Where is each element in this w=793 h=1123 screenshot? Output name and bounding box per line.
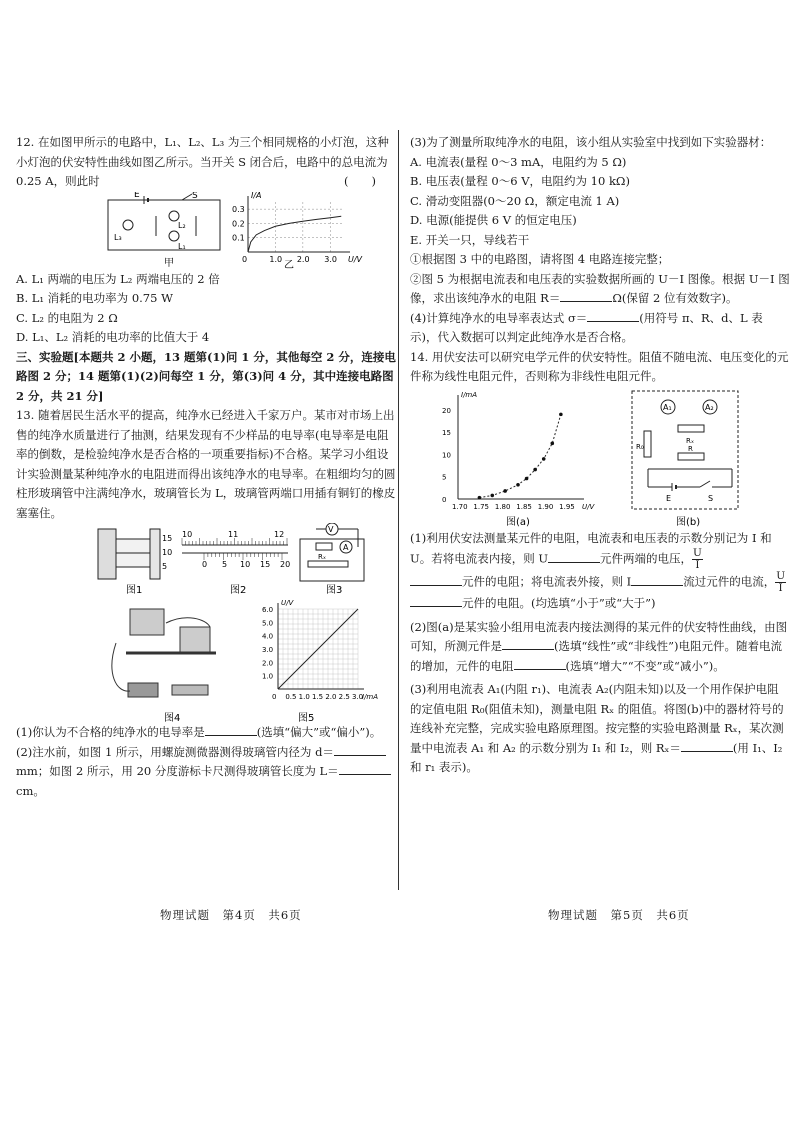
figb-E: E [666,493,672,503]
right-column [410,133,790,778]
x-tick-label: 1.0 [298,693,310,701]
y-tick-label: 2.0 [262,659,274,668]
fig3-A: A [343,543,349,552]
equip-e: E. 开关一只，导线若干 [410,232,530,247]
caliper-bot-5: 5 [222,560,228,569]
q13-c1: ①根据图 3 中的电路图，请将图 4 电路连接完整； [410,252,670,266]
data-point [490,493,494,497]
section3-heading: 三、实验题[本题共 2 小题，13 题第(1)问 1 分，其他每空 2 分，连接电路图 2 分；14 题第(1)(2)问每空 1 分，第(3)问 4 分，其中连接电路图 2 分，共 21 分] [16,349,396,403]
fig3-Rx: Rₓ [318,553,326,561]
q13-c2: ②图 5 为根据电流表和电压表的实验数据所画的 U－I 图像。根据 U－I 图像，求出该纯净水的电阻 R＝ Ω(保留 2 位有效数字)。 [410,271,790,305]
answer-blank[interactable] [502,637,554,650]
x-tick-label: 0 [242,254,248,264]
caliper-top-12: 12 [274,530,285,539]
figb-A1: A₁ [663,402,672,412]
fit-curve [479,414,560,497]
footer-page4: 物理试题 第4页 共6页 [160,908,302,922]
x-tick-label: 0 [272,693,277,701]
footer-page5: 物理试题 第5页 共6页 [548,908,690,922]
data-point [525,476,529,480]
graph-yi [232,192,363,264]
answer-blank[interactable] [339,762,391,775]
q12-stem: 12. 在如图甲所示的电路中，L₁、L₂、L₃ 为三个相同规格的小灯泡，这种小灯泡的伏安特性曲线如图乙所示。当开关 S 闭合后，电路中的总电流为 0.25 A，则此时 ( ) [16,133,396,192]
fig-yi-label: 乙 [284,259,294,270]
circuit-figb [632,391,738,509]
caliper-bot-10: 10 [240,560,251,569]
q13-3-intro: (3)为了测量所取纯净水的电阻，该小组从实验室中找到如下实验器材： [410,135,772,149]
q12-option-d: D. L₁、L₂ 消耗的电功率的比值大于 4 [16,330,210,344]
label-S: S [192,191,198,201]
y-tick-label: 20 [442,406,451,415]
fraction-U-over-I: $\frac{U}{I}$ [693,547,702,571]
q14-p1: (1)利用伏安法测量某元件的电阻，电流表和电压表的示数分别记为 I 和 U。若将电流表内接，则 U 元件两端的电压， $\frac{U}{I}$ 元件的电阻；将电流表外接，则 I 流过元件的电流， $\frac{U}{I}$ 元件的电阻。(均选填“小于”或“大于”) [410,530,786,610]
q13-figures [16,523,396,723]
micrometer-10: 10 [162,548,173,557]
answer-paren: ( ) [344,174,376,188]
answer-blank[interactable] [587,309,639,322]
fig1-label: 图1 [126,585,143,596]
answer-blank[interactable] [548,550,600,563]
q14-p3: (3)利用电流表 A₁(内阻 r₁)、电流表 A₂(内阻未知)以及一个用作保护电阻的定值电阻 R₀(阻值未知)，测量电阻 Rₓ 的阻值。将图(b)中的器材符号的连线补充完整，完成实验电路原理图。按完整的实验电路测量 Rₓ，某次测量中电流表 A₁ 和 A₂ 的示数分别为 I₁ 和 I₂，则 Rₓ＝ (用 I₁、I₂ 和 r₁ 表示)。 [410,682,784,774]
micrometer-15: 15 [162,534,173,543]
micrometer-5: 5 [162,562,168,571]
q12-figures [16,192,396,270]
equip-d: D. 电源(能提供 6 V 的恒定电压) [410,213,577,227]
caliper-top-11: 11 [228,530,239,539]
x-tick-label: 1.90 [537,502,554,511]
equip-b: B. 电压表(量程 0～6 V，电阻约为 10 kΩ) [410,174,630,188]
data-point [559,412,563,416]
vernier-caliper [182,545,288,553]
answer-blank[interactable] [334,743,386,756]
q14-figures [410,387,790,529]
caliper-bot-20: 20 [280,560,291,569]
x-axis-label: I/mA [362,693,379,701]
q14-figure-panel [410,387,790,529]
fig2-label: 图2 [230,585,247,596]
y-tick-label: 5.0 [262,619,274,628]
y-tick-label: 6.0 [262,606,274,614]
q12-option-b: B. L₁ 消耗的电功率为 0.75 W [16,291,173,305]
answer-blank[interactable] [560,289,612,302]
x-tick-label: 2.0 [325,693,337,701]
answer-blank[interactable] [205,723,257,736]
y-tick-label: 10 [442,450,451,459]
figb-A2: A₂ [705,402,714,412]
column-divider [398,130,399,890]
x-tick-label: 3.0 [352,693,364,701]
x-tick-label: 1.0 [269,254,283,264]
answer-blank[interactable] [631,573,683,586]
figb-R0: R₀ [636,442,644,451]
answer-blank[interactable] [514,657,566,670]
figb-label: 图(b) [676,516,701,528]
data-point [478,495,482,499]
y-tick-label: 4.0 [262,632,274,641]
fig3-label: 图3 [326,585,343,596]
y-tick-label: 15 [442,428,451,437]
y-tick-label: 5 [442,473,447,482]
x-tick-label: 2.5 [338,693,350,701]
left-column [16,133,396,801]
q12-option-c: C. L₂ 的电阻为 2 Ω [16,310,118,325]
caliper-ticks [182,538,287,560]
data-point [533,467,537,471]
q14-stem: 14. 用伏安法可以研究电学元件的伏安特性。阻值不随电流、电压变化的元件称为线性电阻元件，否则称为非线性电阻元件。 [410,349,789,383]
graph-figa [442,391,595,511]
y-tick-label: 0 [442,495,447,504]
q14-p2: (2)图(a)是某实验小组用电流表内接法测得的某元件的伏安特性曲线，由图可知，所测元件是 (选填“线性”或“非线性”)电阻元件。随着电流的增加，元件的电阻 (选填“增大”“不变”或“减小”)。 [410,619,788,673]
data-point [550,441,554,445]
q12-circuit-and-graph [16,192,396,270]
label-L2: L₂ [178,220,186,230]
fig3-V: V [328,525,334,534]
x-tick-label: 1.75 [473,502,490,511]
y-axis-label: U/V [281,599,294,607]
fig5-label: 图5 [298,713,315,723]
q13-p2: (2)注水前，如图 1 所示，用螺旋测微器测得玻璃管内径为 d＝mm；如图 2 所示，用 20 分度游标卡尺测得玻璃管长度为 L＝cm。 [16,743,396,802]
x-axis-label: U/V [582,502,595,511]
x-tick-label: 0.5 [285,693,297,701]
micrometer [98,529,160,579]
q12-option-a: A. L₁ 两端的电压为 L₂ 两端电压的 2 倍 [16,271,220,286]
label-L3: L₃ [114,232,122,242]
x-tick-label: 2.0 [296,254,310,264]
q13-figure-panel [16,523,396,723]
x-tick-label: 3.0 [324,254,338,264]
graph-fig5 [262,599,378,701]
caliper-top-10: 10 [182,530,193,539]
answer-blank[interactable] [410,573,462,586]
equip-a: A. 电流表(量程 0～3 mA，电阻约为 5 Ω) [410,154,627,169]
figb-R: R [688,444,693,453]
y-tick-label: 0.1 [232,233,245,243]
y-tick-label: 1.0 [262,672,274,681]
x-tick-label: 1.80 [494,502,511,511]
data-point [503,489,507,493]
answer-blank[interactable] [410,594,462,607]
q13-p1: (1)你认为不合格的纯净水的电导率是 (选填“偏大”或“偏小”)。 [16,725,382,739]
circuit-jia [108,191,220,250]
data-point [516,482,520,486]
x-axis-label: U/V [348,254,363,264]
y-axis-label: I/mA [461,390,478,399]
q13-c4: (4)计算纯净水的电导率表达式 σ＝ (用符号 π、R、d、L 表示)，代入数据可以判定此纯净水是否合格。 [410,310,763,344]
fig4-label: 图4 [164,713,181,723]
fig-jia-label: 甲 [164,257,174,269]
apparatus-photo [112,609,216,697]
x-tick-label: 1.5 [312,693,324,701]
series-line [248,216,341,252]
x-tick-label: 1.85 [516,502,532,511]
label-L1: L₁ [178,241,186,251]
caliper-bot-15: 15 [260,560,271,569]
equip-c: C. 滑动变阻器(0～20 Ω，额定电流 1 A) [410,193,620,208]
fraction-U-over-I: $\frac{U}{I}$ [776,570,786,594]
x-tick-label: 1.95 [559,502,575,511]
figa-label: 图(a) [506,516,530,528]
x-tick-label: 1.70 [452,502,468,511]
figb-S: S [708,493,714,503]
y-axis-label: I/A [251,191,262,200]
answer-blank[interactable] [681,739,733,752]
label-E: E [134,191,140,200]
y-tick-label: 3.0 [262,646,274,654]
y-tick-label: 0.3 [232,204,245,214]
q13-stem: 13. 随着居民生活水平的提高，纯净水已经进入千家万户。某市对市场上出售的纯净水质量进行了抽测，结果发现有不少样品的电导率(电导率是电阻率的倒数，是检验纯净水是否合格的一项重要指标)不合格。某学习小组设计实验测量某种纯净水的电阻进而得出该纯净水的电导率。在粗细均匀的圆柱形玻璃管中注满纯净水，玻璃管长为 L，玻璃管两端口用插有铜钉的橡皮塞塞住。 [16,408,396,520]
caliper-bot-0: 0 [202,560,208,569]
data-point [542,457,546,461]
figb-Rx: Rₓ [686,436,694,445]
y-tick-label: 0.2 [232,218,245,228]
